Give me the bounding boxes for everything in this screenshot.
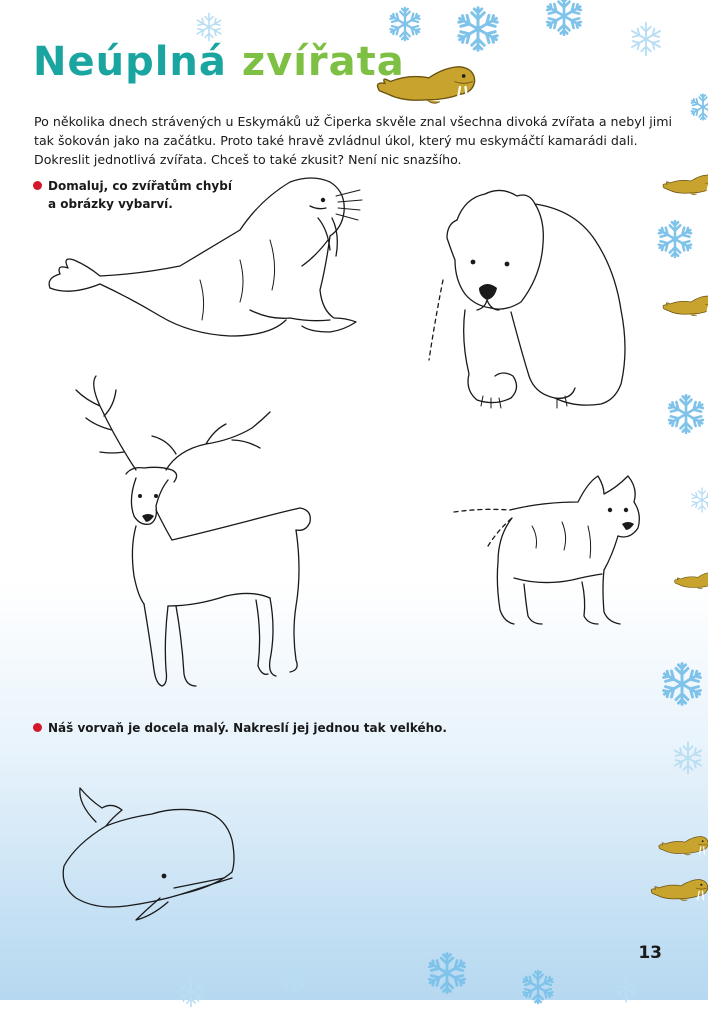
sperm-whale-outline-icon	[56, 786, 246, 922]
bullet-icon	[33, 723, 42, 732]
intro-paragraph: Po několika dnech strávených u Eskymáků už Čiperka skvěle znal všechna divoká zvířata a nebyl jimi tak šokován jako na začátku. Proto také hravě zvládnul úkol, který mu eskymáčtí kamarádi dali. Dokreslit jednotlivá zvířata. Chceš to také zkusit? Není nic snazšího.	[34, 114, 672, 167]
page-number: 13	[638, 943, 662, 963]
task-2-text: Náš vorvaň je docela malý. Nakreslí jej jednou tak velkého.	[48, 721, 447, 735]
snowflake-icon	[688, 486, 708, 514]
walrus-color-icon	[660, 168, 708, 198]
walrus-color-icon	[648, 866, 708, 910]
snowflake-icon	[688, 92, 708, 122]
title-word-2: zvířata	[241, 39, 405, 85]
walrus-color-icon	[656, 826, 708, 862]
task-1-line-1: Domaluj, co zvířatům chybí	[48, 179, 232, 193]
snowflake-icon	[424, 950, 470, 996]
page-title	[33, 39, 405, 85]
snowflake-icon	[453, 4, 503, 54]
snowflake-icon	[174, 975, 208, 1009]
task-2	[48, 719, 447, 737]
snowflake-icon	[670, 740, 706, 776]
task-1-line-2: a obrázky vybarví.	[48, 197, 173, 211]
snowflake-icon	[664, 392, 708, 436]
snowflake-icon	[386, 5, 424, 43]
reindeer-outline-icon	[56, 370, 326, 700]
snowflake-icon	[654, 218, 696, 260]
walrus-outline-icon	[40, 170, 370, 350]
snowflake-icon	[519, 968, 557, 1006]
title-word-1: Neúplná	[33, 39, 227, 85]
snowflake-icon	[542, 0, 586, 38]
snowflake-icon	[627, 20, 665, 58]
snowflake-icon	[658, 660, 706, 708]
walrus-color-icon	[672, 556, 708, 602]
snowflake-icon	[278, 964, 310, 996]
polar-bear-outline-icon	[425, 180, 655, 420]
walrus-color-icon	[660, 286, 708, 322]
arctic-fox-outline-icon	[452, 466, 652, 636]
